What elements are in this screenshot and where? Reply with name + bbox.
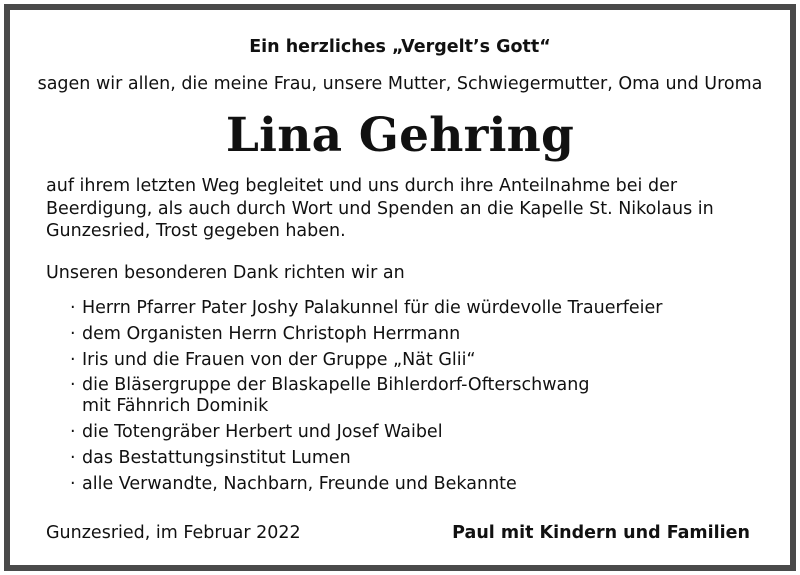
deceased-name: Lina Gehring bbox=[225, 108, 575, 163]
signature: Paul mit Kindern und Familien bbox=[452, 523, 750, 543]
list-item-text: die Totengräber Herbert und Josef Waibel bbox=[82, 422, 443, 443]
list-item bbox=[70, 474, 662, 495]
list-item-text: die Bläsergruppe der Blaskapelle Bihlerdorf-Ofterschwang bbox=[82, 375, 590, 396]
list-item-text: das Bestattungsinstitut Lumen bbox=[82, 447, 351, 468]
bullet-icon: · bbox=[70, 447, 76, 468]
list-item-text: dem Organisten Herrn Christoph Herrmann bbox=[82, 323, 461, 344]
notice-subheading: sagen wir allen, die meine Frau, unsere Mutter, Schwiegermutter, Oma und Uroma bbox=[37, 74, 763, 94]
bullet-icon: · bbox=[70, 422, 76, 443]
notice-heading: Ein herzliches „Vergelt’s Gott“ bbox=[249, 37, 551, 57]
bullet-icon: · bbox=[70, 298, 76, 318]
list-item-subtext: mit Fähnrich Dominik bbox=[82, 396, 269, 417]
list-item-text: Iris und die Frauen von der Gruppe „Nät Glii“ bbox=[82, 349, 476, 370]
list-item bbox=[70, 375, 662, 417]
place-date: Gunzesried, im Februar 2022 bbox=[46, 523, 301, 543]
bullet-icon: · bbox=[70, 349, 76, 370]
list-item-text: Herrn Pfarrer Pater Joshy Palakunnel für die würdevolle Trauerfeier bbox=[82, 298, 663, 318]
list-item bbox=[70, 422, 662, 443]
list-item bbox=[70, 448, 662, 469]
bullet-icon: · bbox=[70, 323, 76, 344]
thanks-intro: Unseren besonderen Dank richten wir an bbox=[46, 263, 405, 283]
bullet-icon: · bbox=[70, 473, 76, 494]
list-item-text: alle Verwandte, Nachbarn, Freunde und Bekannte bbox=[82, 473, 517, 494]
thanks-list bbox=[70, 298, 662, 500]
notice-frame bbox=[4, 4, 796, 571]
list-item bbox=[70, 350, 662, 371]
bullet-icon: · bbox=[70, 375, 76, 396]
thanks-paragraph: auf ihrem letzten Weg begleitet und uns durch ihre Anteilnahme bei der Beerdigung, als auch durch Wort und Spenden an die Kapelle St. Nikolaus in Gunzesried, Trost gegeben haben. bbox=[46, 176, 714, 241]
list-item bbox=[70, 298, 662, 319]
list-item bbox=[70, 324, 662, 345]
